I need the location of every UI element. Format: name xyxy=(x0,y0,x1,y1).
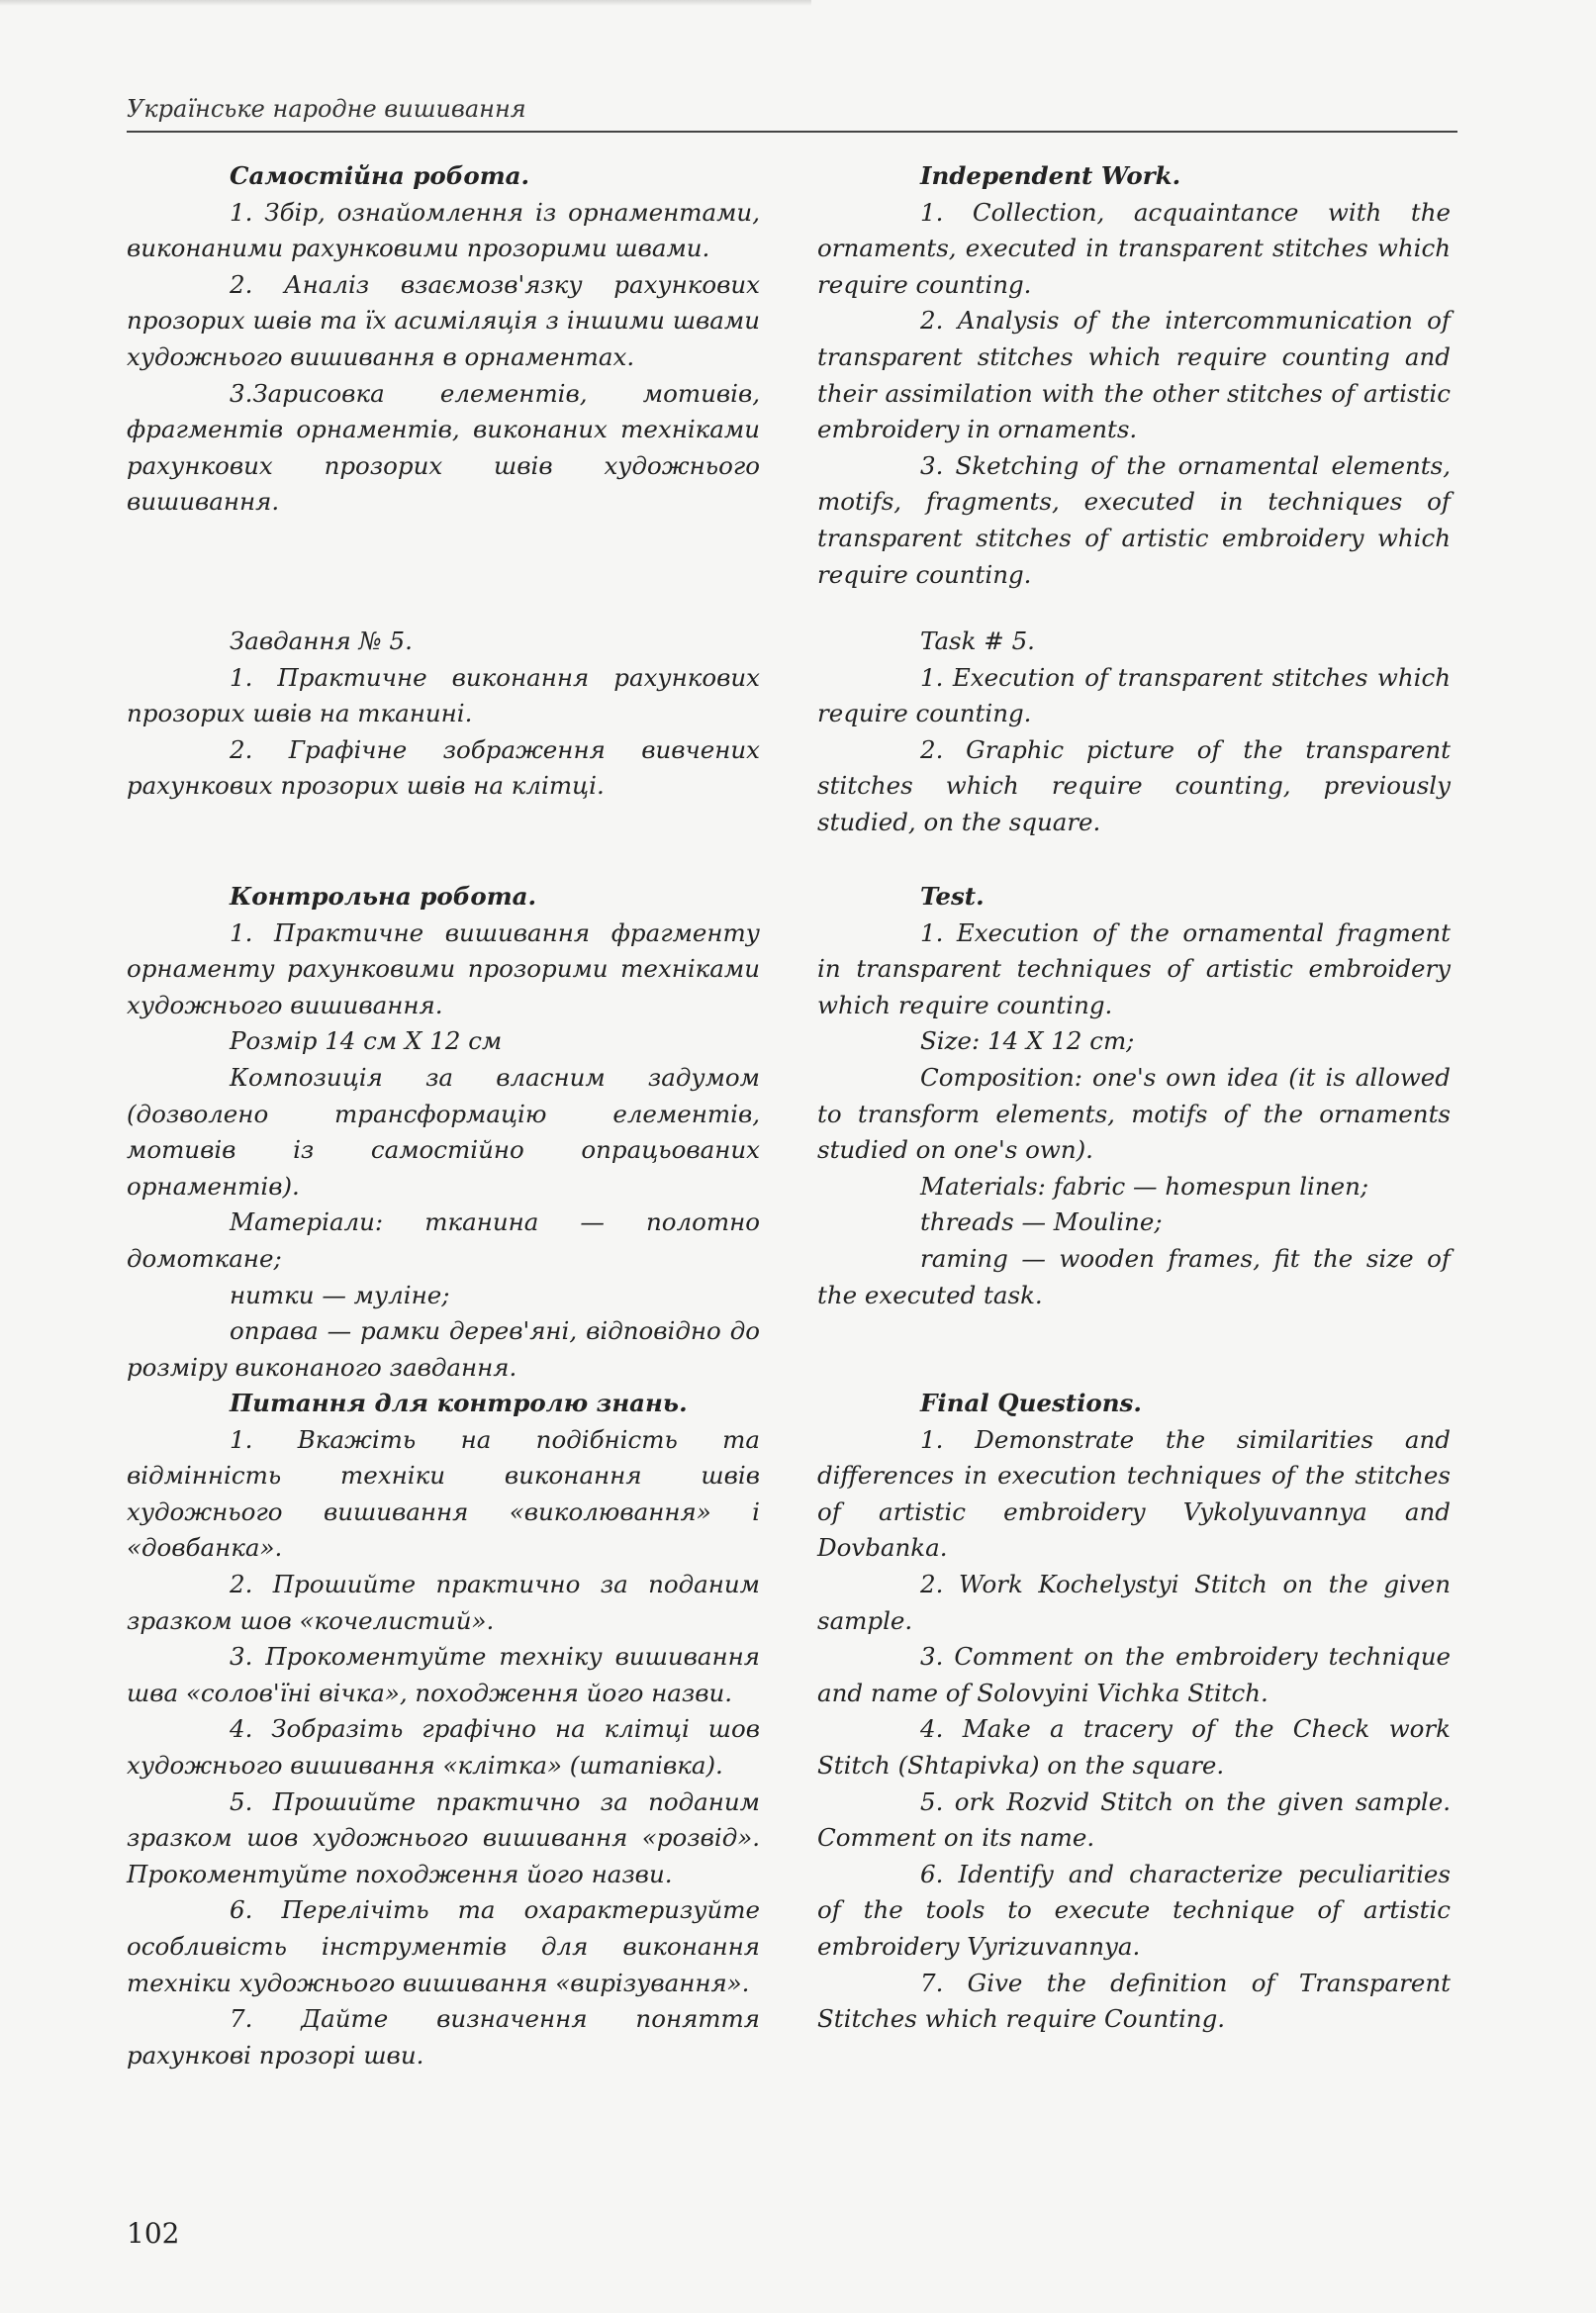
test-section-en xyxy=(817,879,1451,1313)
list-item: 1. Demonstrate the similarities and differences in execution techniques of the stitches of artistic embroidery Vykolyuvannya and Dovbanka. xyxy=(817,1424,1451,1563)
section-title: Final Questions. xyxy=(920,1389,1142,1417)
section-title: Завдання № 5. xyxy=(230,626,413,655)
section-title: Task # 5. xyxy=(920,626,1035,655)
list-item: threads — Mouline; xyxy=(920,1207,1163,1237)
list-item: 3. Прокоментуйте техніку вишивання шва «солов'їні вічка», походження його назви. xyxy=(127,1642,760,1707)
list-item: Composition: one's own idea (it is allowed to transform elements, motifs of the ornaments studied on one's own). xyxy=(817,1062,1451,1165)
list-item: 4. Make a tracery of the Check work Stitch (Shtapivka) on the square. xyxy=(817,1714,1451,1780)
list-item: 1. Збір, ознайомлення із орнаментами, виконаними рахунковими прозорими швами. xyxy=(127,197,760,263)
list-item: 5. Прошийте практично за поданим зразком шов художнього вишивання «розвід». Прокоментуйте походження його назви. xyxy=(127,1786,760,1888)
test-section-uk xyxy=(127,879,760,1386)
list-item: 7. Give the definition of Transparent Stitches which require Counting. xyxy=(817,1968,1451,2034)
list-item: 2. Work Kochelystyi Stitch on the given sample. xyxy=(817,1569,1451,1635)
independent-work-section-uk xyxy=(127,158,760,521)
task-5-section-en xyxy=(817,624,1451,841)
list-item: 2. Прошийте практично за поданим зразком шов «кочелистий». xyxy=(127,1569,760,1635)
list-item: Розмір 14 см Х 12 см xyxy=(230,1026,503,1056)
final-questions-section-en xyxy=(817,1386,1451,2038)
list-item: 2. Аналіз взаємозв'язку рахункових прозорих швів та їх асиміляція з іншими швами художнього вишивання в орнаментах. xyxy=(127,269,760,371)
scan-edge-shadow xyxy=(0,0,811,6)
list-item: raming — wooden frames, fit the size of the executed task. xyxy=(817,1243,1451,1309)
section-title: Контрольна робота. xyxy=(230,882,537,911)
list-item: 7. Дайте визначення поняття рахункові прозорі шви. xyxy=(127,2004,760,2070)
list-item: 6. Identify and characterize peculiarities of the tools to execute technique of artistic embroidery Vyrizuvannya. xyxy=(817,1859,1451,1961)
list-item: Композиція за власним задумом (дозволено трансформацію елементів, мотивів із самостійно опрацьованих орнаментів). xyxy=(127,1062,760,1201)
list-item: 2. Графічне зображення вивчених рахункових прозорих швів на клітці. xyxy=(127,734,760,801)
list-item: Матеріали: тканина — полотно домоткане; xyxy=(127,1207,760,1273)
task-5-section-uk xyxy=(127,624,760,805)
section-title: Питання для контролю знань. xyxy=(230,1389,688,1417)
final-questions-section-uk xyxy=(127,1386,760,2073)
list-item: 1. Практичне вишивання фрагменту орнаменту рахунковими прозорими техніками художнього вишивання. xyxy=(127,917,760,1019)
section-title: Test. xyxy=(920,882,985,911)
header-rule xyxy=(127,131,1457,133)
list-item: 6. Перелічіть та охарактеризуйте особливість інструментів для виконання техніки художнього вишивання «вирізування». xyxy=(127,1895,760,1997)
page-number: 102 xyxy=(127,2217,180,2250)
list-item: Size: 14 X 12 cm; xyxy=(920,1026,1135,1056)
list-item: 1. Execution of the ornamental fragment in transparent techniques of artistic embroidery which require counting. xyxy=(817,917,1451,1019)
list-item: Materials: fabric — homespun linen; xyxy=(920,1171,1369,1201)
list-item: 3.Зарисовка елементів, мотивів, фрагментів орнаментів, виконаних техніками рахункових прозорих швів художнього вишивання. xyxy=(127,378,760,517)
list-item: 1. Вкажіть на подібність та відмінність техніки виконання швів художнього вишивання «виколювання» і «довбанка». xyxy=(127,1424,760,1563)
list-item: нитки — муліне; xyxy=(230,1280,450,1309)
running-head: Українське народне вишивання xyxy=(127,95,526,123)
section-title: Самостійна робота. xyxy=(230,161,530,190)
list-item: 1. Практичне виконання рахункових прозорих швів на тканині. xyxy=(127,662,760,728)
list-item: 1. Execution of transparent stitches which require counting. xyxy=(817,662,1451,728)
list-item: 4. Зобразіть графічно на клітці шов художнього вишивання «клітка» (штапівка). xyxy=(127,1714,760,1780)
list-item: 1. Collection, acquaintance with the ornaments, executed in transparent stitches which require counting. xyxy=(817,197,1451,299)
list-item: 3. Sketching of the ornamental elements, motifs, fragments, executed in techniques of transparent stitches of artistic embroidery which require counting. xyxy=(817,450,1451,589)
list-item: 2. Analysis of the intercommunication of transparent stitches which require counting and their assimilation with the other stitches of artistic embroidery in ornaments. xyxy=(817,306,1451,444)
list-item: 3. Comment on the embroidery technique and name of Solovyini Vichka Stitch. xyxy=(817,1642,1451,1707)
list-item: 2. Graphic picture of the transparent stitches which require counting, previously studied, on the square. xyxy=(817,734,1451,836)
list-item: 5. ork Rozvid Stitch on the given sample. Comment on its name. xyxy=(817,1786,1451,1853)
section-title: Independent Work. xyxy=(920,161,1181,190)
list-item: оправа — рамки дерев'яні, відповідно до розміру виконаного завдання. xyxy=(127,1316,760,1382)
independent-work-section-en xyxy=(817,158,1451,593)
